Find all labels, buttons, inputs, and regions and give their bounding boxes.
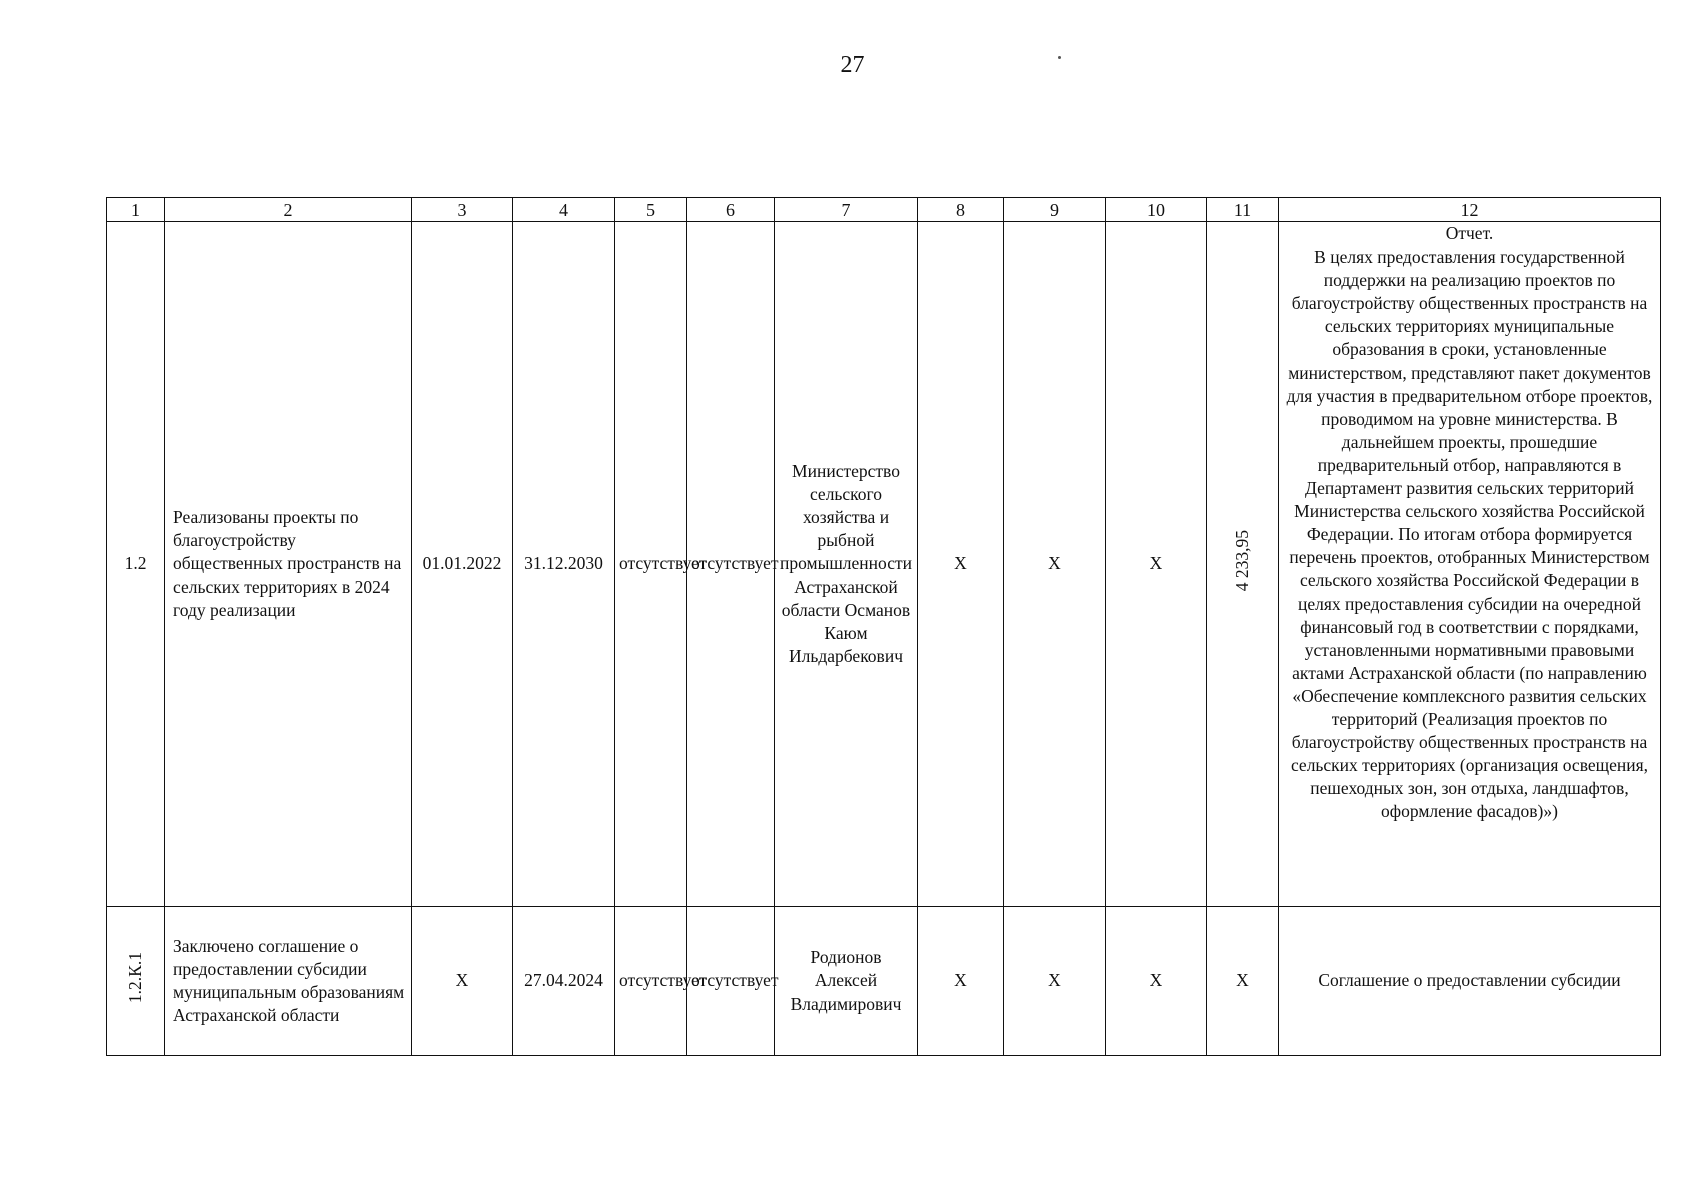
amount-cell [1207, 222, 1279, 907]
row-number-cell [107, 907, 165, 1056]
col-10-value: X [1106, 907, 1207, 1056]
end-date: 27.04.2024 [513, 907, 615, 1056]
plan-table [106, 197, 1661, 1056]
report-text: В целях предоставления государственной поддержки на реализацию проектов по благоустройству общественных пространств на сельских территориях муниципальные образования в сроки, установленные министерством, представляют пакет документов для участия в предварительном отборе проектов, проводимом на уровне министерства. В дальнейшем проекты, прошедшие предварительный отбор, направляются в Департамент развития сельских территорий Министерства сельского хозяйства Российской Федерации. По итогам отбора формируется перечень проектов, отобранных Министерством сельского хозяйства Российской Федерации в целях предоставления субсидии на очередной финансовый год в соответствии с порядками, установленными нормативными правовыми актами Астраханской области (по направлению «Обеспечение комплексного развития сельских территорий (Реализация проектов по благоустройству общественных пространств на сельских территориях (организация освещения, пешеходных зон, зон отдыха, ландшафтов, оформление фасадов)») [1286, 247, 1653, 822]
amount-value: X [1207, 907, 1279, 1056]
header-col-2: 2 [165, 198, 412, 222]
col-8-value: X [918, 222, 1004, 907]
header-col-7: 7 [775, 198, 918, 222]
header-col-3: 3 [412, 198, 513, 222]
col-6-value: отсутствует [687, 907, 775, 1056]
col-10-value: X [1106, 222, 1207, 907]
scan-speck [1058, 56, 1061, 59]
header-col-1: 1 [107, 198, 165, 222]
responsible-person: Родионов Алексей Владимирович [775, 907, 918, 1056]
header-col-5: 5 [615, 198, 687, 222]
col-5-value: отсутствует [615, 907, 687, 1056]
col-6-value: отсутствует [687, 222, 775, 907]
row-description: Заключено соглашение о предоставлении субсидии муниципальным образованиям Астраханской области [165, 907, 412, 1056]
header-col-12: 12 [1279, 198, 1661, 222]
page-number: 27 [840, 52, 865, 78]
header-col-9: 9 [1004, 198, 1106, 222]
header-col-10: 10 [1106, 198, 1207, 222]
header-col-11: 11 [1207, 198, 1279, 222]
header-col-6: 6 [687, 198, 775, 222]
row-number: 1.2 [107, 222, 165, 907]
end-date: 31.12.2030 [513, 222, 615, 907]
row-number: 1.2.К.1 [124, 952, 145, 1004]
col-9-value: X [1004, 907, 1106, 1056]
table-row [107, 907, 1661, 1056]
col-8-value: X [918, 907, 1004, 1056]
amount-value: 4 233,95 [1231, 530, 1252, 592]
report-text: Соглашение о предоставлении субсидии [1279, 907, 1661, 1056]
header-col-8: 8 [918, 198, 1004, 222]
header-row [107, 198, 1661, 222]
row-description: Реализованы проекты по благоустройству общественных пространств на сельских территориях в 2024 году реализации [165, 222, 412, 907]
col-9-value: X [1004, 222, 1106, 907]
report-cell [1279, 222, 1661, 907]
start-date: 01.01.2022 [412, 222, 513, 907]
responsible-person: Министерство сельского хозяйства и рыбной промышленности Астраханской области Османов Каюм Ильдарбекович [775, 222, 918, 907]
table-row [107, 222, 1661, 907]
start-date: X [412, 907, 513, 1056]
report-title: Отчет. [1445, 223, 1494, 243]
col-5-value: отсутствует [615, 222, 687, 907]
header-col-4: 4 [513, 198, 615, 222]
